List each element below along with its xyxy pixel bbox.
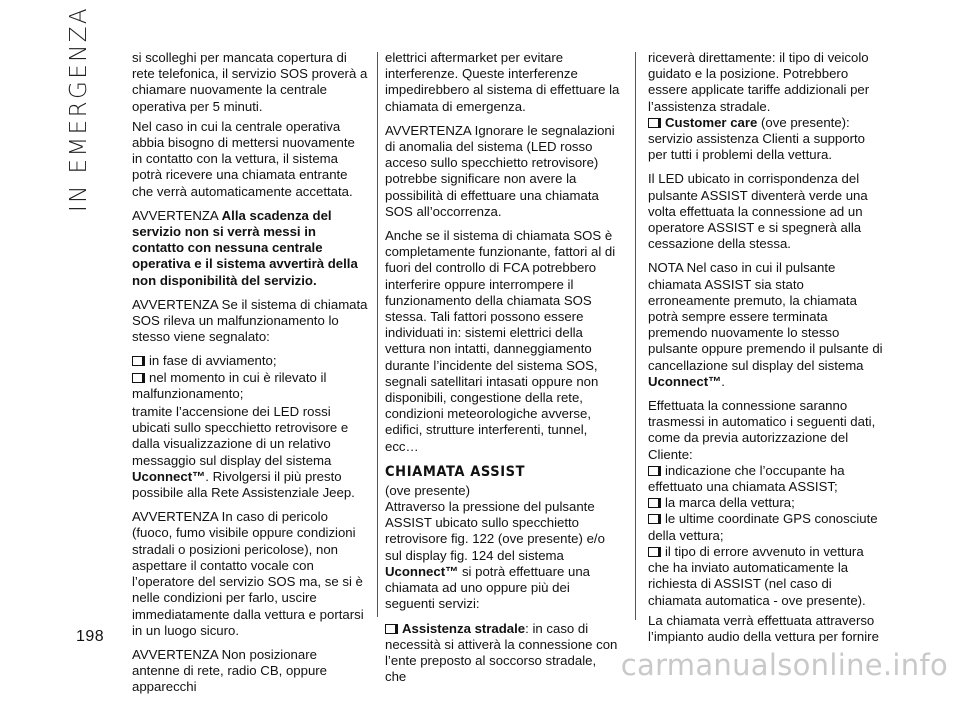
square-bullet-icon	[132, 356, 145, 366]
paragraph: si scolleghi per mancata copertura di rete telefonica, il servizio SOS proverà a chiamare nuovamente la centrale operativa per 5 minuti.	[132, 50, 368, 114]
list-item	[648, 463, 886, 495]
square-bullet-icon	[648, 118, 661, 128]
list-item-text: nel momento in cui è rilevato il malfunzionamento;	[132, 369, 327, 401]
list-item-title: Customer care	[665, 114, 758, 130]
warning-paragraph: AVVERTENZA Non posizionare antenne di rete, radio CB, oppure apparecchi	[132, 646, 328, 695]
paragraph-text: . Rivolgersi il più presto possibile alla Rete Assistenziale Jeep.	[132, 468, 355, 501]
paragraph-text: NOTA Nel caso in cui il pulsante chiamata ASSIST sia stato erroneamente premuto, la chiamata potrà sempre essere terminata premendo nuovamente lo stesso pulsante oppure premendo il pulsante di cancellazione sul display del sistema	[648, 260, 883, 373]
list-item	[132, 353, 368, 369]
text-column-3	[648, 50, 886, 653]
list-item-title: Assistenza stradale	[402, 620, 526, 636]
page-number: 198	[76, 628, 105, 645]
paragraph	[132, 404, 368, 501]
paragraph: riceverà direttamente: il tipo di veicolo guidato e la posizione. Potrebbero essere applicate tariffe addizionali per l’assistenza stradale.	[648, 50, 870, 114]
square-bullet-icon	[648, 547, 661, 557]
square-bullet-icon	[648, 498, 661, 508]
warning-paragraph: AVVERTENZA Ignorare le segnalazioni di anomalia del sistema (LED rosso acceso sullo specchietto retrovisore) potrebbe significare non avere la possibilità di effettuare una chiamata SOS all’occorrenza.	[385, 122, 615, 219]
paragraph-text: tramite l’accensione dei LED rossi ubicati sullo specchietto retrovisore e dalla visualizzazione di un relativo messaggio sul display del sistema	[132, 404, 349, 468]
warning-paragraph: AVVERTENZA In caso di pericolo (fuoco, fumo visibile oppure condizioni stradali o posizioni pericolose), non aspettare il contatto vocale con l’operatore del servizio SOS ma, se si è nelle condizioni per farlo, uscire immediatamente dalla vettura e portarsi in un luogo sicuro.	[132, 509, 364, 638]
square-bullet-icon	[648, 514, 661, 524]
warning-paragraph: AVVERTENZA Se il sistema di chiamata SOS rileva un malfunzionamento lo stesso viene segnalato:	[132, 296, 368, 345]
watermark: carmanualsonline.info	[620, 648, 948, 682]
paragraph: Il LED ubicato in corrispondenza del pulsante ASSIST diventerà verde una volta effettuata la connessione ad un operatore ASSIST e si spegnerà alla cessazione della stessa.	[648, 171, 868, 252]
brand-name: Uconnect™	[648, 373, 722, 389]
list-item-text: indicazione che l’occupante ha effettuato una chiamata ASSIST;	[648, 462, 845, 495]
list-item	[648, 511, 886, 543]
list-item-text: la marca della vettura;	[665, 495, 795, 511]
paragraph: elettrici aftermarket per evitare interferenze. Queste interferenze impedirebbero al sistema di effettuare la chiamata di emergenza.	[385, 50, 620, 114]
paragraph: Anche se il sistema di chiamata SOS è completamente funzionante, fattori al di fuori del controllo di FCA potrebbero interferire oppure interrompere il funzionamento della chiamata SOS stessa. Tali fattori possono essere individuati in: sistemi elettrici della vettura non intatti, danneggiamento durante l’incidente del sistema SOS, segnali satellitari intasati oppure non disponibili, congestione della rete, condizioni meteorologiche avverse, edifici, strutture interferenti, tunnel, ecc…	[385, 228, 616, 454]
square-bullet-icon	[385, 624, 398, 634]
text-column-2	[385, 50, 621, 685]
list-item-text: il tipo di errore avvenuto in vettura che ha inviato automaticamente la richiesta di ASSIST (nel caso di chiamata automatica - ove presente).	[648, 543, 866, 608]
warning-paragraph	[132, 208, 368, 289]
list-item-text: in fase di avviamento;	[149, 353, 277, 369]
list-item-text: (ove presente): servizio assistenza Clienti a supporto per tutti i problemi della vettura.	[648, 114, 865, 163]
paragraph-text: .	[721, 373, 725, 389]
note-paragraph	[648, 260, 886, 390]
list-item	[385, 621, 621, 686]
warning-text: Alla scadenza del servizio non si verrà messi in contatto con nessuna centrale operativa e il sistema avvertirà della non disponibilità del servizio.	[132, 207, 358, 288]
column-divider	[377, 52, 378, 617]
paragraph: Effettuata la connessione saranno trasmessi in automatico i seguenti dati, come da previa autorizzazione del Cliente:	[648, 398, 876, 462]
paragraph: La chiamata verrà effettuata attraverso l’impianto audio della vettura per fornire	[648, 612, 879, 644]
section-heading: CHIAMATA ASSIST	[385, 463, 526, 480]
paragraph: Nel caso in cui la centrale operativa abbia bisogno di mettersi nuovamente in contatto con la vettura, il sistema potrà ricevere una chiamata entrante che verrà automaticamente accettata.	[132, 118, 355, 199]
list-item-text: le ultime coordinate GPS conosciute della vettura;	[648, 511, 878, 543]
square-bullet-icon	[132, 373, 145, 383]
list-item	[132, 370, 368, 402]
brand-name: Uconnect™	[132, 468, 206, 484]
column-divider	[635, 52, 636, 620]
square-bullet-icon	[648, 466, 661, 476]
text-column-1	[132, 50, 368, 704]
section-subheading: (ove presente)	[385, 482, 471, 498]
paragraph-text: si potrà effettuare una chiamata ad uno oppure più dei seguenti servizi:	[385, 563, 591, 612]
paragraph	[385, 499, 621, 612]
warning-label: AVVERTENZA	[132, 207, 222, 223]
list-item	[648, 495, 886, 511]
list-item-text: : in caso di necessità si attiverà la connessione con l’ente preposto al soccorso stradale, che	[385, 620, 618, 685]
brand-name: Uconnect™	[385, 563, 459, 579]
list-item	[648, 544, 886, 609]
paragraph-text: Attraverso la pressione del pulsante ASSIST ubicato sullo specchietto retrovisore fig. 122 (ove presente) e/o sul display fig. 124 del sistema	[385, 499, 605, 563]
section-title: IN EMERGENZA	[66, 5, 92, 212]
list-item	[648, 115, 886, 164]
